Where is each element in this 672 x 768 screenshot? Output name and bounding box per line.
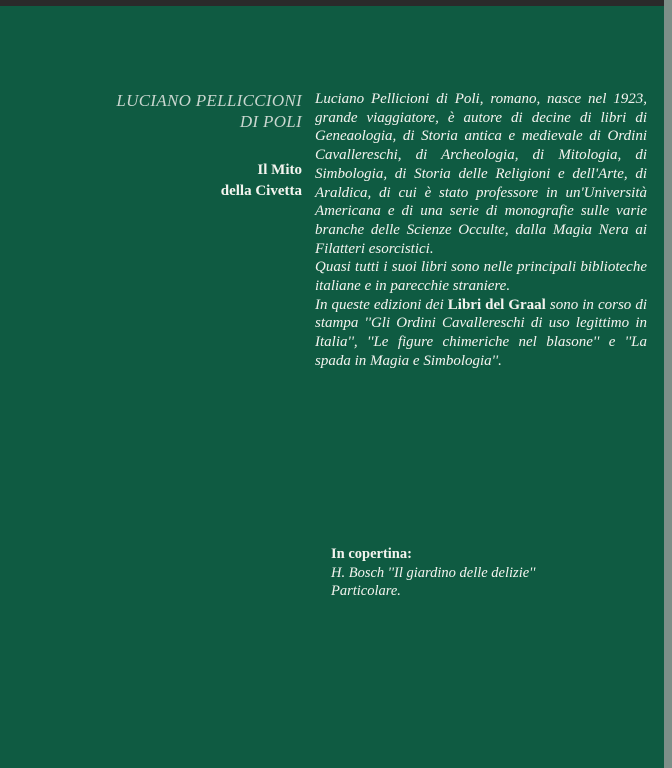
bio-paragraph-3-start: In queste edizioni dei (315, 296, 448, 313)
cover-caption-detail: Particolare. (331, 583, 401, 599)
cover-caption (331, 545, 651, 601)
author-name (40, 90, 302, 132)
cover-caption-label: In copertina: (331, 546, 412, 562)
publisher-series: Libri del Graal (447, 296, 546, 313)
scan-edge-top (0, 0, 672, 6)
scan-edge-right (664, 0, 672, 768)
author-line-1: LUCIANO PELLICCIONI (116, 91, 302, 110)
title-block (40, 90, 302, 202)
book-title-line-2: della Civetta (220, 183, 302, 199)
bio-paragraph-3-end: sono in corso di stampa ''Gli Ordini Cavallereschi di uso legittimo in Italia'', ''Le figure chimeriche nel blasone'' e ''La spada in Magia e Simbologia''. (315, 296, 648, 369)
book-title (40, 160, 302, 202)
bio-paragraph-3 (315, 296, 647, 371)
bio-paragraph-2: Quasi tutti i suoi libri sono nelle principali biblioteche italiane e in parecchie straniere. (315, 259, 647, 295)
cover-caption-artwork: H. Bosch ''Il giardino delle delizie'' (331, 564, 536, 581)
author-line-2: DI POLI (239, 112, 302, 131)
book-title-line-1: Il Mito (257, 162, 302, 178)
bio-paragraph-1: Luciano Pellicioni di Poli, romano, nasce nel 1923, grande viaggiatore, è autore di decine di libri di Geneaologia, di Storia antica e medievale di Ordini Cavallereschi, di Archeologia, di Mitologia, di Simbologia, di Storia delle Religioni e dell'Arte, di Araldica, di cui è stato professore in un'Università Americana e di una serie di monografie sulle varie branche delle Scienze Occulte, dalla Magia Nera ai Filatteri esorcistici. (315, 91, 647, 257)
author-biography (315, 90, 647, 371)
